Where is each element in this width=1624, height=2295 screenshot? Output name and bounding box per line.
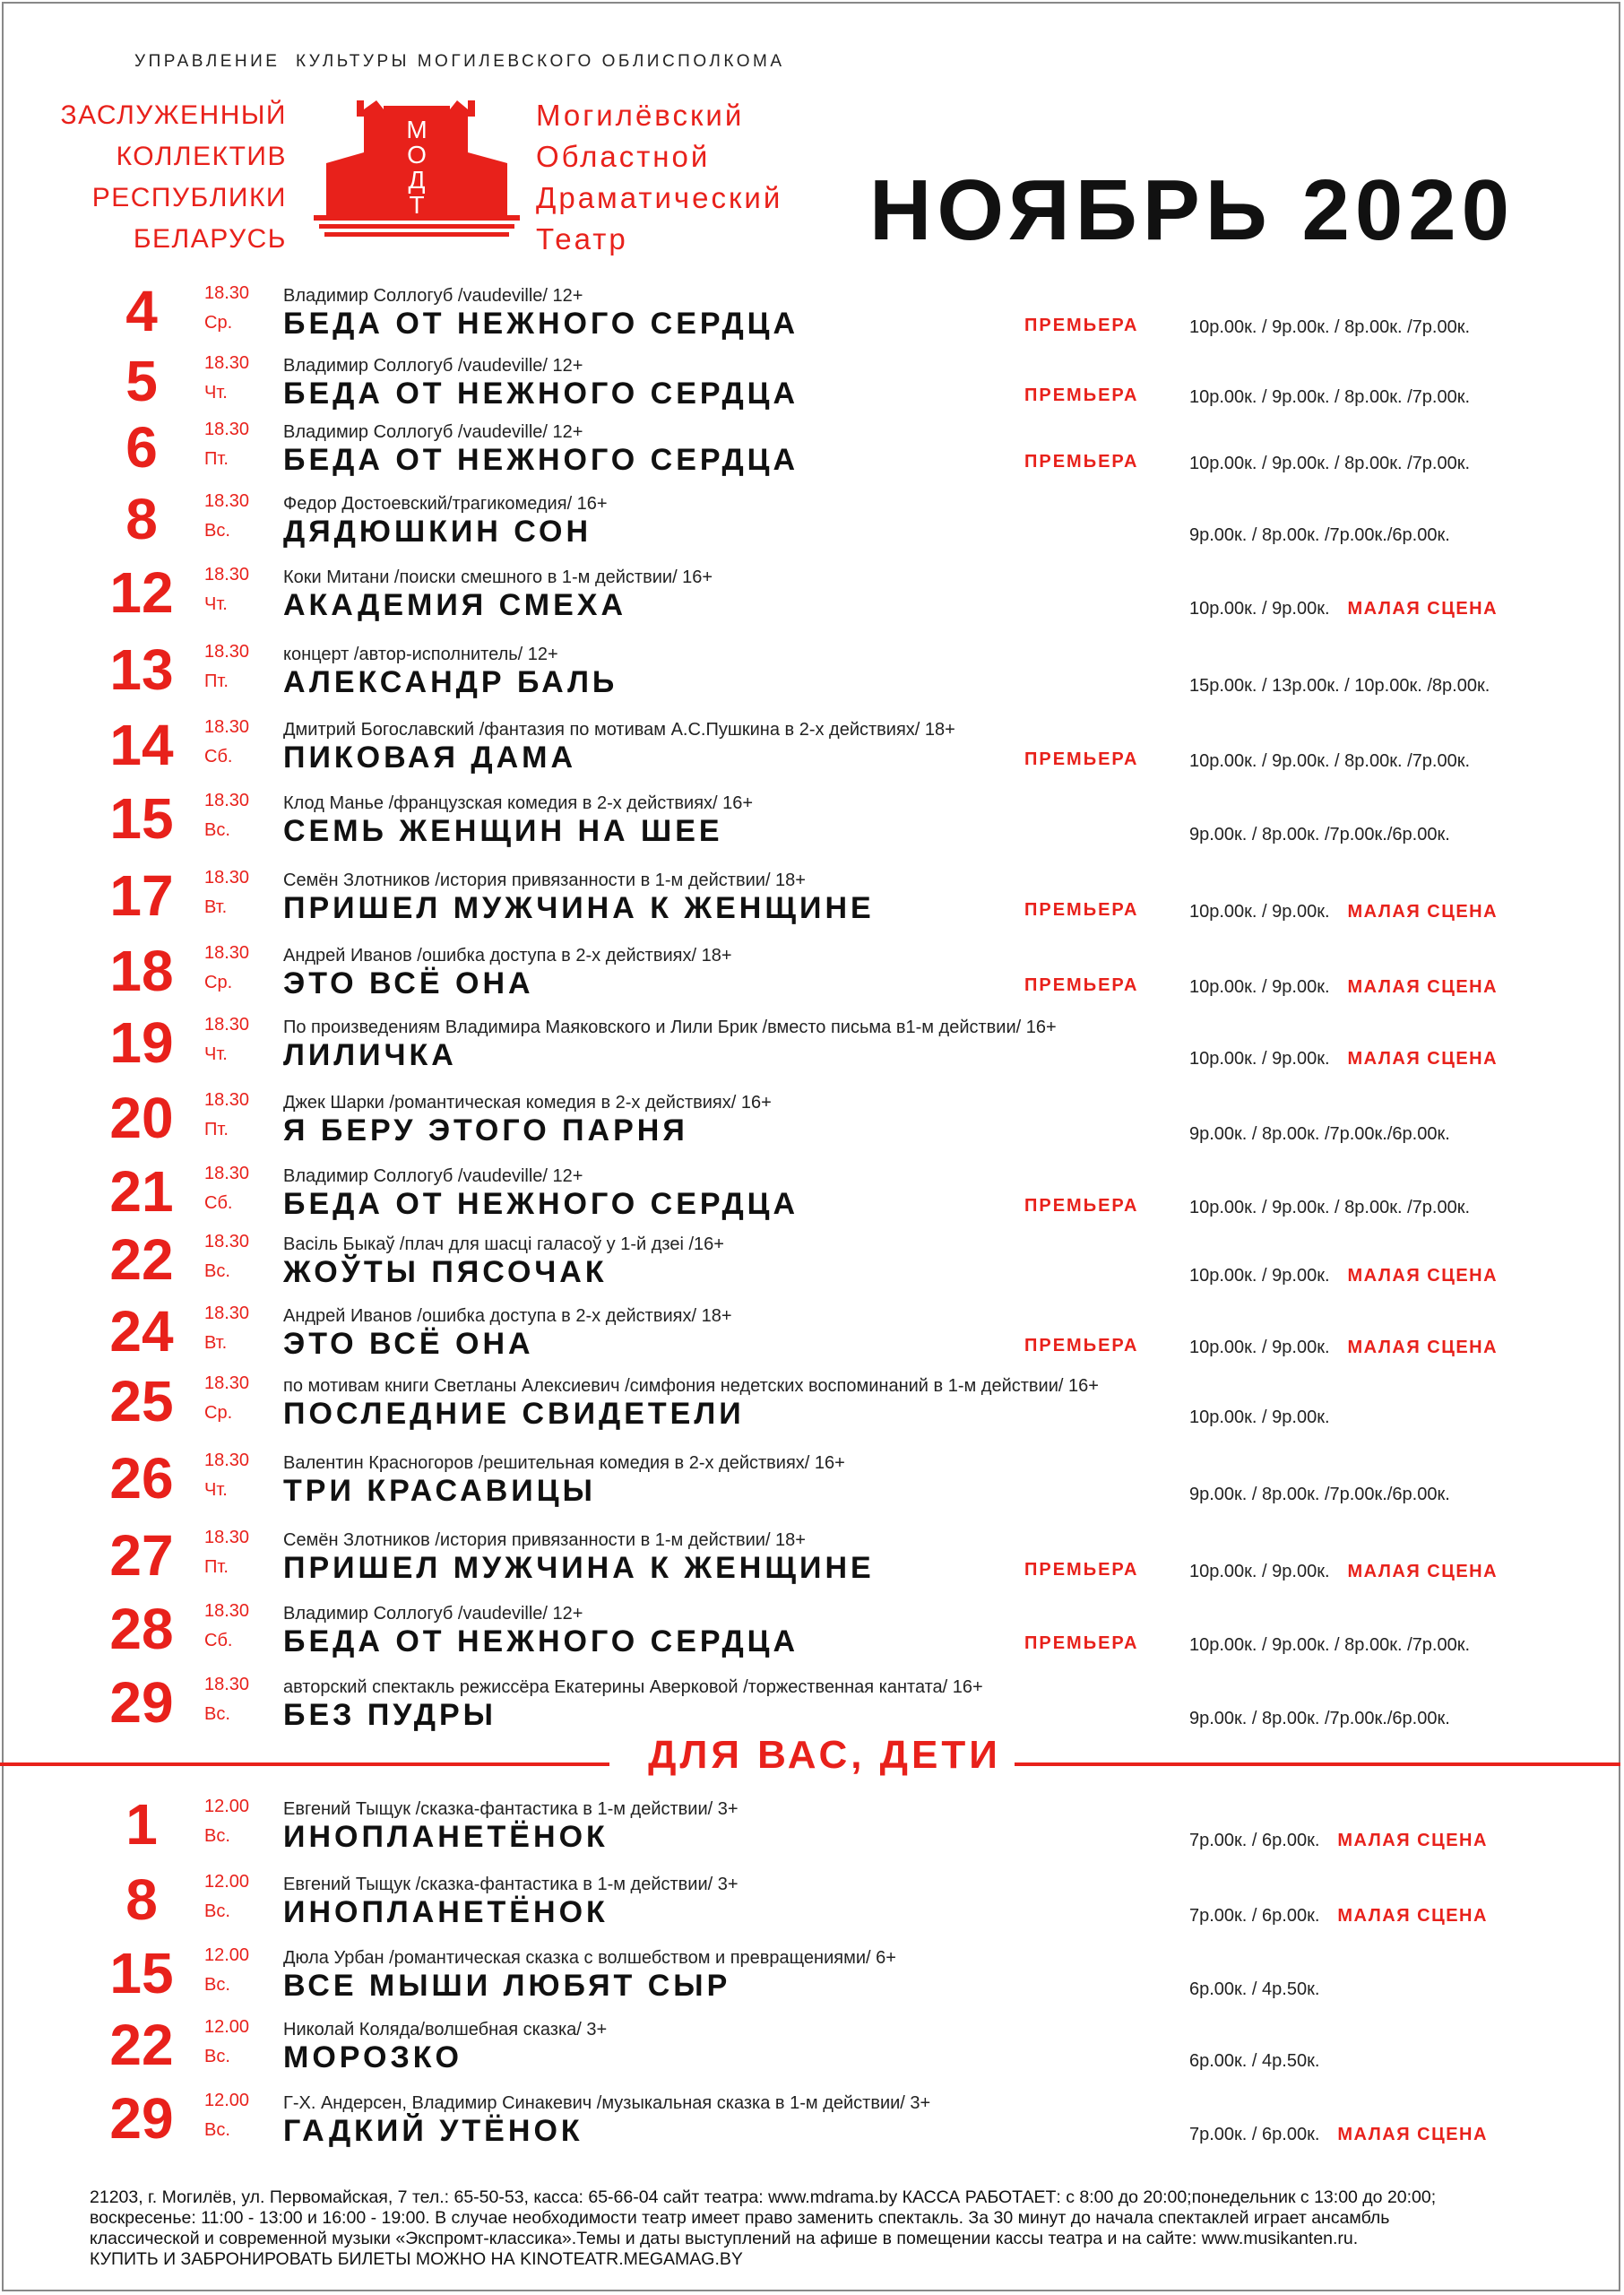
event-title: ЭТО ВСЁ ОНА [283, 966, 534, 1000]
premiere-badge: ПРЕМЬЕРА [1024, 1633, 1139, 1653]
event-title: ИНОПЛАНЕТЁНОК [283, 1895, 609, 1929]
honor-line: БЕЛАРУСЬ [133, 224, 287, 254]
event-day: 22 [109, 1227, 174, 1292]
premiere-badge: ПРЕМЬЕРА [1024, 900, 1139, 920]
theatre-name-line: Театр [536, 222, 628, 255]
event-title: ПРИШЕЛ МУЖЧИНА К ЖЕНЩИНЕ [283, 1551, 875, 1585]
event-title: БЕДА ОТ НЕЖНОГО СЕРДЦА [283, 377, 799, 411]
event-title: Я БЕРУ ЭТОГО ПАРНЯ [283, 1113, 688, 1148]
price-text: 15р.00к. / 13р.00к. / 10р.00к. /8р.00к. [1189, 676, 1490, 696]
price-text: 6р.00к. / 4р.50к. [1189, 1979, 1320, 1999]
footer-line: КУПИТЬ И ЗАБРОНИРОВАТЬ БИЛЕТЫ МОЖНО НА KINOTEATR.MEGAMAG.BY [90, 2249, 743, 2269]
event-prices [1189, 977, 1498, 998]
event-weekday: Вс. [204, 521, 230, 541]
event-day: 27 [109, 1523, 174, 1588]
event-weekday: Вт. [204, 1333, 228, 1353]
event-prices [1189, 676, 1490, 697]
event-title: СЕМЬ ЖЕНЩИН НА ШЕЕ [283, 814, 723, 848]
logo-letter-d: Д [408, 166, 426, 194]
event-time: 12.00 [204, 2091, 250, 2110]
event-title: ЛИЛИЧКА [283, 1038, 457, 1072]
event-day: 21 [109, 1159, 174, 1224]
theatre-name [536, 95, 782, 260]
logo-letter-m: М [406, 116, 428, 143]
logo-wing [468, 152, 507, 217]
event-description: Клод Манье /французская комедия в 2-х действиях/ 16+ [283, 793, 754, 813]
event-description: Владимир Соллогуб /vaudeville/ 12+ [283, 422, 583, 442]
event-time: 18.30 [204, 1015, 250, 1035]
event-title: ИНОПЛАНЕТЁНОК [283, 1820, 609, 1854]
theatre-logo [314, 100, 520, 244]
event-description: авторский спектакль режиссёра Екатерины Аверковой /торжественная кантата/ 16+ [283, 1677, 983, 1697]
event-prices [1189, 1979, 1319, 2000]
event-time: 18.30 [204, 943, 250, 963]
theatre-name-line: Драматический [536, 181, 783, 214]
event-weekday: Чт. [204, 1044, 228, 1064]
premiere-badge: ПРЕМЬЕРА [1024, 749, 1139, 769]
event-day: 13 [109, 637, 174, 702]
event-weekday: Пт. [204, 449, 229, 469]
footer-line: воскресенье: 11:00 - 13:00 и 16:00 - 19:00. В случае необходимости театр имеет право заменить спектакль. За 30 минут до начала спектаклей играет ансамбль [90, 2208, 1390, 2228]
event-time: 18.30 [204, 1451, 250, 1470]
kids-section-title: ДЛЯ ВАС, ДЕТИ [648, 1733, 1001, 1777]
theatre-name-line: Могилёвский [536, 99, 745, 132]
event-prices [1189, 1635, 1470, 1656]
logo-turret [468, 100, 475, 117]
event-weekday: Ср. [204, 1403, 233, 1423]
event-description: Николай Коляда/волшебная сказка/ 3+ [283, 2020, 608, 2040]
event-title: ВСЕ МЫШИ ЛЮБЯТ СЫР [283, 1969, 731, 2003]
event-description: По произведениям Владимира Маяковского и Лили Брик /вместо письма в1-м действии/ 16+ [283, 1018, 1057, 1037]
event-description: Андрей Иванов /ошибка доступа в 2-х действиях/ 18+ [283, 946, 732, 966]
event-prices [1189, 317, 1470, 338]
event-weekday: Сб. [204, 747, 233, 766]
premiere-badge: ПРЕМЬЕРА [1024, 452, 1139, 472]
logo-letter-t: Т [409, 191, 425, 219]
event-time: 12.00 [204, 2017, 250, 2037]
event-day: 22 [109, 2013, 174, 2077]
logo-wing [326, 152, 364, 217]
event-day: 6 [125, 415, 158, 480]
price-text: 10р.00к. / 9р.00к. / 8р.00к. /7р.00к. [1189, 1635, 1470, 1655]
small-stage-badge: МАЛАЯ СЦЕНА [1337, 1906, 1488, 1926]
event-time: 18.30 [204, 491, 250, 511]
event-prices [1189, 1407, 1330, 1428]
event-description: Евгений Тыщук /сказка-фантастика в 1-м действии/ 3+ [283, 1799, 739, 1819]
event-weekday: Вс. [204, 1975, 230, 1995]
event-prices [1189, 1485, 1450, 1505]
small-stage-badge: МАЛАЯ СЦЕНА [1347, 977, 1499, 997]
event-description: Владимир Соллогуб /vaudeville/ 12+ [283, 1604, 583, 1624]
footer-line: классической и современной музыки «Экспромт-классика».Темы и даты выступлений на афише в помещении кассы театра и на сайте: www.musikanten.ru. [90, 2229, 1359, 2248]
event-title: ГАДКИЙ УТЁНОК [283, 2114, 583, 2148]
event-prices [1189, 387, 1470, 408]
event-prices [1189, 751, 1470, 772]
event-weekday: Вс. [204, 1901, 230, 1921]
event-prices [1189, 1266, 1498, 1286]
event-description: Семён Злотников /история привязанности в 1-м действии/ 18+ [283, 1530, 806, 1550]
event-prices [1189, 599, 1498, 619]
organization-header: УПРАВЛЕНИЕ КУЛЬТУРЫ МОГИЛЕВСКОГО ОБЛИСПОЛКОМА [134, 52, 785, 71]
event-title: БЕДА ОТ НЕЖНОГО СЕРДЦА [283, 307, 799, 341]
event-day: 24 [109, 1299, 174, 1364]
month-title: НОЯБРЬ 2020 [869, 162, 1515, 258]
event-description: Андрей Иванов /ошибка доступа в 2-х действиях/ 18+ [283, 1306, 732, 1326]
event-weekday: Вс. [204, 1261, 230, 1281]
price-text: 10р.00к. / 9р.00к. / 8р.00к. /7р.00к. [1189, 454, 1470, 473]
event-time: 18.30 [204, 1303, 250, 1323]
event-day: 18 [109, 939, 174, 1003]
price-text: 6р.00к. / 4р.50к. [1189, 2051, 1320, 2071]
event-weekday: Вс. [204, 820, 230, 840]
event-time: 18.30 [204, 1164, 250, 1183]
event-description: Коки Митани /поиски смешного в 1-м действии/ 16+ [283, 567, 713, 587]
event-description: Федор Достоевский/трагикомедия/ 16+ [283, 494, 608, 514]
event-time: 18.30 [204, 1675, 250, 1694]
event-time: 18.30 [204, 420, 250, 439]
event-day: 19 [109, 1010, 174, 1075]
event-title: ЭТО ВСЁ ОНА [283, 1327, 534, 1361]
event-day: 20 [109, 1086, 174, 1150]
price-text: 7р.00к. / 6р.00к. [1189, 1831, 1320, 1850]
premiere-badge: ПРЕМЬЕРА [1024, 975, 1139, 995]
event-prices [1189, 1198, 1470, 1218]
event-title: БЕЗ ПУДРЫ [283, 1698, 497, 1732]
event-day: 26 [109, 1446, 174, 1511]
premiere-badge: ПРЕМЬЕРА [1024, 1336, 1139, 1355]
price-text: 10р.00к. / 9р.00к. / 8р.00к. /7р.00к. [1189, 317, 1470, 337]
premiere-badge: ПРЕМЬЕРА [1024, 385, 1139, 405]
event-description: по мотивам книги Светланы Алексиевич /симфония недетских воспоминаний в 1-м действии/ 16+ [283, 1376, 1099, 1396]
event-description: Евгений Тыщук /сказка-фантастика в 1-м действии/ 3+ [283, 1875, 739, 1894]
event-day: 4 [125, 279, 158, 343]
footer-info [90, 2187, 1595, 2270]
event-prices [1189, 1709, 1450, 1729]
price-text: 10р.00к. / 9р.00к. / 8р.00к. /7р.00к. [1189, 751, 1470, 771]
event-prices [1189, 525, 1450, 546]
event-title: БЕДА ОТ НЕЖНОГО СЕРДЦА [283, 1624, 799, 1658]
honor-line: ЗАСЛУЖЕННЫЙ [60, 100, 287, 130]
price-text: 9р.00к. / 8р.00к. /7р.00к./6р.00к. [1189, 1709, 1450, 1728]
event-time: 18.30 [204, 353, 250, 373]
event-weekday: Вс. [204, 1704, 230, 1724]
price-text: 7р.00к. / 6р.00к. [1189, 2125, 1320, 2144]
logo-stair [319, 224, 514, 229]
event-prices [1189, 1338, 1498, 1358]
event-prices [1189, 1049, 1498, 1070]
event-day: 8 [125, 487, 158, 551]
price-text: 10р.00к. / 9р.00к. [1189, 1049, 1330, 1069]
honor-line: КОЛЛЕКТИВ [116, 142, 287, 171]
event-description: Валентин Красногоров /решительная комедия в 2-х действиях/ 16+ [283, 1453, 845, 1473]
small-stage-badge: МАЛАЯ СЦЕНА [1347, 1562, 1499, 1581]
event-description: Джек Шарки /романтическая комедия в 2-х действиях/ 16+ [283, 1093, 772, 1113]
event-title: АКАДЕМИЯ СМЕХА [283, 588, 627, 622]
event-time: 18.30 [204, 791, 250, 810]
event-weekday: Вс. [204, 2047, 230, 2066]
event-weekday: Пт. [204, 1557, 229, 1577]
event-time: 12.00 [204, 1797, 250, 1816]
event-day: 15 [109, 1941, 174, 2005]
event-weekday: Сб. [204, 1631, 233, 1650]
event-title: ТРИ КРАСАВИЦЫ [283, 1474, 596, 1508]
event-time: 18.30 [204, 283, 250, 303]
event-description: Дмитрий Богославский /фантазия по мотивам А.С.Пушкина в 2-х действиях/ 18+ [283, 720, 955, 740]
event-prices [1189, 825, 1450, 845]
event-time: 18.30 [204, 1601, 250, 1621]
event-time: 18.30 [204, 868, 250, 888]
event-time: 12.00 [204, 1945, 250, 1965]
event-title: МОРОЗКО [283, 2040, 462, 2074]
small-stage-badge: МАЛАЯ СЦЕНА [1337, 1831, 1488, 1850]
price-text: 7р.00к. / 6р.00к. [1189, 1906, 1320, 1926]
event-day: 8 [125, 1867, 158, 1932]
price-text: 10р.00к. / 9р.00к. [1189, 599, 1330, 619]
price-text: 9р.00к. / 8р.00к. /7р.00к./6р.00к. [1189, 1124, 1450, 1144]
event-day: 29 [109, 2086, 174, 2151]
event-prices [1189, 454, 1470, 474]
premiere-badge: ПРЕМЬЕРА [1024, 1196, 1139, 1216]
small-stage-badge: МАЛАЯ СЦЕНА [1337, 2125, 1488, 2144]
event-day: 28 [109, 1597, 174, 1661]
section-divider [0, 1762, 609, 1766]
event-time: 18.30 [204, 1090, 250, 1110]
event-prices [1189, 2125, 1488, 2145]
event-time: 12.00 [204, 1872, 250, 1892]
small-stage-badge: МАЛАЯ СЦЕНА [1347, 599, 1499, 619]
event-weekday: Вс. [204, 2120, 230, 2140]
event-time: 18.30 [204, 1528, 250, 1547]
price-text: 9р.00к. / 8р.00к. /7р.00к./6р.00к. [1189, 525, 1450, 545]
event-day: 5 [125, 349, 158, 413]
premiere-badge: ПРЕМЬЕРА [1024, 316, 1139, 335]
footer-line: 21203, г. Могилёв, ул. Первомайская, 7 тел.: 65-50-53, касса: 65-66-04 сайт театра: www.mdrama.by КАССА РАБОТАЕТ: с 8:00 до 20:00;понедельник с 13:00 до 20:00; [90, 2187, 1437, 2207]
event-description: концерт /автор-исполнитель/ 12+ [283, 645, 558, 664]
price-text: 10р.00к. / 9р.00к. [1189, 1407, 1330, 1427]
event-time: 18.30 [204, 642, 250, 662]
event-title: ПИКОВАЯ ДАМА [283, 740, 577, 775]
section-divider [1015, 1762, 1620, 1766]
price-text: 10р.00к. / 9р.00к. [1189, 1338, 1330, 1357]
event-weekday: Вс. [204, 1826, 230, 1846]
small-stage-badge: МАЛАЯ СЦЕНА [1347, 902, 1499, 922]
event-day: 1 [125, 1792, 158, 1857]
small-stage-badge: МАЛАЯ СЦЕНА [1347, 1266, 1499, 1286]
price-text: 10р.00к. / 9р.00к. [1189, 1562, 1330, 1581]
event-day: 14 [109, 713, 174, 777]
event-time: 18.30 [204, 1232, 250, 1251]
event-time: 18.30 [204, 717, 250, 737]
event-description: Дюла Урбан /романтическая сказка с волшебством и превращениями/ 6+ [283, 1948, 896, 1968]
logo-tower [364, 100, 384, 217]
event-weekday: Вт. [204, 897, 228, 917]
event-weekday: Чт. [204, 594, 228, 614]
event-title: АЛЕКСАНДР БАЛЬ [283, 665, 618, 699]
event-title: БЕДА ОТ НЕЖНОГО СЕРДЦА [283, 443, 799, 477]
event-day: 29 [109, 1670, 174, 1735]
price-text: 9р.00к. / 8р.00к. /7р.00к./6р.00к. [1189, 825, 1450, 844]
honor-title [60, 95, 287, 260]
logo-tower [450, 100, 468, 217]
honor-line: РЕСПУБЛИКИ [91, 183, 287, 212]
logo-turret [357, 100, 364, 117]
event-description: Владимир Соллогуб /vaudeville/ 12+ [283, 356, 583, 376]
logo-stair [324, 232, 509, 237]
event-title: БЕДА ОТ НЕЖНОГО СЕРДЦА [283, 1187, 799, 1221]
event-title: ПРИШЕЛ МУЖЧИНА К ЖЕНЩИНЕ [283, 891, 875, 925]
price-text: 10р.00к. / 9р.00к. [1189, 977, 1330, 997]
event-weekday: Пт. [204, 671, 229, 691]
event-day: 15 [109, 786, 174, 851]
event-prices [1189, 2051, 1319, 2072]
event-weekday: Ср. [204, 313, 233, 333]
logo-letter-o: О [407, 141, 427, 169]
event-prices [1189, 1831, 1488, 1851]
event-time: 18.30 [204, 1373, 250, 1393]
small-stage-badge: МАЛАЯ СЦЕНА [1347, 1049, 1499, 1069]
event-weekday: Сб. [204, 1193, 233, 1213]
event-description: Владимир Соллогуб /vaudeville/ 12+ [283, 1166, 583, 1186]
price-text: 10р.00к. / 9р.00к. [1189, 902, 1330, 922]
event-description: Владимир Соллогуб /vaudeville/ 12+ [283, 286, 583, 306]
event-description: Васіль Быкаў /плач для шасці галасоў у 1-й дзеі /16+ [283, 1234, 724, 1254]
event-weekday: Пт. [204, 1120, 229, 1139]
event-day: 17 [109, 863, 174, 928]
event-day: 12 [109, 560, 174, 625]
event-day: 25 [109, 1369, 174, 1433]
event-title: ПОСЛЕДНИЕ СВИДЕТЕЛИ [283, 1397, 745, 1431]
event-description: Г-Х. Андерсен, Владимир Синакевич /музыкальная сказка в 1-м действии/ 3+ [283, 2093, 931, 2113]
event-weekday: Чт. [204, 383, 228, 403]
theatre-name-line: Областной [536, 140, 711, 173]
event-prices [1189, 902, 1498, 922]
price-text: 10р.00к. / 9р.00к. / 8р.00к. /7р.00к. [1189, 387, 1470, 407]
price-text: 10р.00к. / 9р.00к. [1189, 1266, 1330, 1286]
event-weekday: Чт. [204, 1480, 228, 1500]
event-time: 18.30 [204, 565, 250, 585]
event-title: ЖОЎТЫ ПЯСОЧАК [283, 1255, 608, 1289]
event-description: Семён Злотников /история привязанности в 1-м действии/ 18+ [283, 870, 806, 890]
event-prices [1189, 1562, 1498, 1582]
premiere-badge: ПРЕМЬЕРА [1024, 1560, 1139, 1580]
event-weekday: Ср. [204, 973, 233, 992]
event-prices [1189, 1906, 1488, 1927]
event-title: ДЯДЮШКИН СОН [283, 515, 592, 549]
small-stage-badge: МАЛАЯ СЦЕНА [1347, 1338, 1499, 1357]
price-text: 10р.00к. / 9р.00к. / 8р.00к. /7р.00к. [1189, 1198, 1470, 1217]
price-text: 9р.00к. / 8р.00к. /7р.00к./6р.00к. [1189, 1485, 1450, 1504]
event-prices [1189, 1124, 1450, 1145]
